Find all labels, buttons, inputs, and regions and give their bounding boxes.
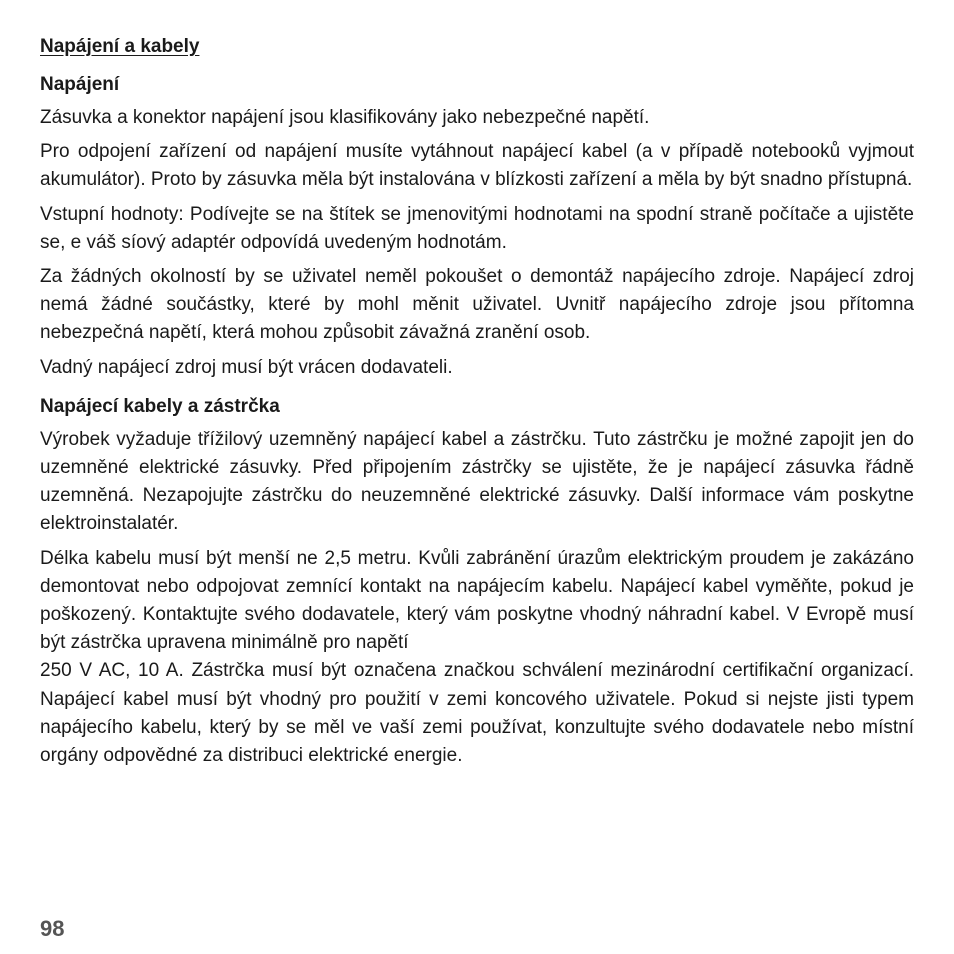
power-paragraph-4: Za žádných okolností by se uživatel neměl pokoušet o demontáž napájecího zdroje. Napájecí zdroj nemá žádné součástky, které by mohl měnit uživatel. Uvnitř napájecího zdroje jsou přítomna nebezpečná napětí, která mohou způsobit závažná zranění osob. bbox=[40, 266, 914, 344]
cables-paragraph-1: Výrobek vyžaduje třížilový uzemněný napájecí kabel a zástrčku. Tuto zástrčku je možné zapojit jen do uzemněné elektrické zásuvky. Před připojením zástrčky se ujistěte, že je napájecí zásuvka řádně uzemněná. Nezapojujte zástrčku do neuzemněné elektrické zásuvky. Další informace vám poskytne elektroinstalatér. bbox=[40, 428, 914, 535]
power-paragraph-2: Pro odpojení zařízení od napájení musíte vytáhnout napájecí kabel (a v případě notebooků vyjmout akumulátor). Proto by zásuvka měla být instalována v blízkosti zařízení a měla by být snadno přístupná. bbox=[40, 141, 914, 191]
cables-heading: Napájecí kabely a zástrčka bbox=[40, 395, 280, 417]
cables-paragraph-2 bbox=[40, 545, 914, 771]
cables-paragraph-2-part-2: 250 V AC, 10 A. Zástrčka musí být označena značkou schválení mezinárodní certifikační organizací. Napájecí kabel musí být vhodný pro použití v zemi koncového uživatele. Pokud si nejste jisti typem napájecího kabelu, který by se měl ve vaší zemi používat, konzultujte svého dodavatele nebo místní orgány odpovědné za distribuci elektrické energie. bbox=[40, 660, 914, 767]
power-paragraph-5: Vadný napájecí zdroj musí být vrácen dodavateli. bbox=[40, 356, 453, 378]
power-heading: Napájení bbox=[40, 74, 120, 95]
power-paragraph-1: Zásuvka a konektor napájení jsou klasifikovány jako nebezpečné napětí. bbox=[40, 107, 650, 128]
document-page bbox=[40, 34, 914, 770]
power-paragraph-3: Vstupní hodnoty: Podívejte se na štítek se jmenovitými hodnotami na spodní straně počítače a ujistěte se, e váš síový adaptér odpovídá uvedeným hodnotám. bbox=[40, 203, 914, 253]
section-title: Napájení a kabely bbox=[40, 36, 200, 57]
cables-paragraph-2-part-1: Délka kabelu musí být menší ne 2,5 metru. Kvůli zabránění úrazům elektrickým proudem je zakázáno demontovat nebo odpojovat zemnící kontakt na napájecím kabelu. Napájecí kabel vyměňte, pokud je poškozený. Kontaktujte svého dodavatele, který vám poskytne vhodný náhradní kabel. V Evropě musí být zástrčka upravena minimálně pro napětí bbox=[40, 547, 914, 654]
page-number: 98 bbox=[40, 916, 65, 941]
